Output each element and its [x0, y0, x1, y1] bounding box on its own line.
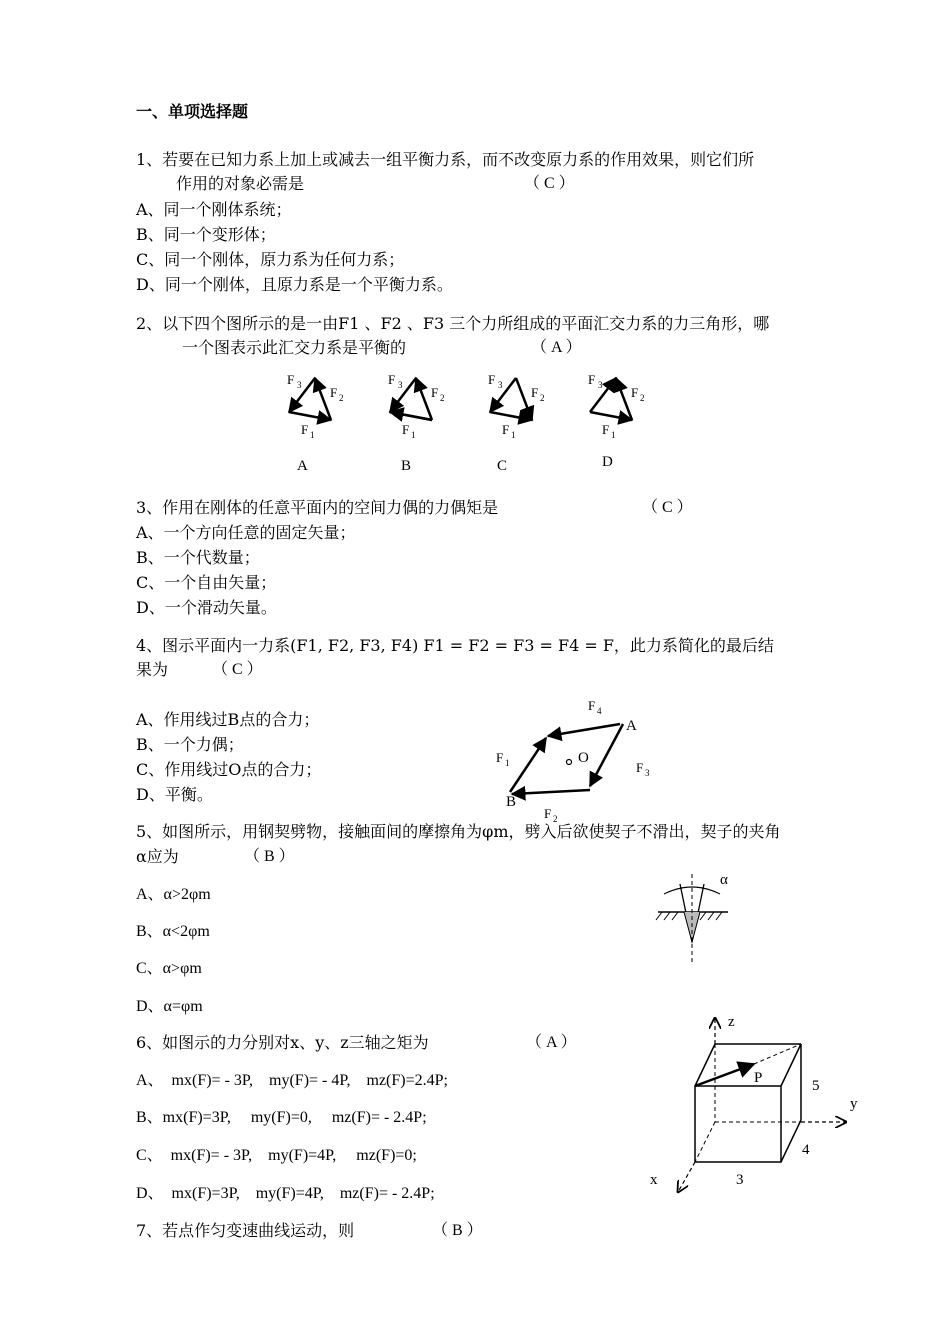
svg-text:P: P	[754, 1070, 763, 1086]
svg-text:F: F	[402, 422, 410, 437]
q6-option-a: A、 mx(F)= - 3P, my(F)= - 4P, mz(F)=2.4P;	[136, 1072, 448, 1089]
q7-stem: 7、若点作匀变速曲线运动，则	[136, 1221, 355, 1240]
q2-stem-line2: 一个图表示此汇交力系是平衡的	[182, 338, 407, 357]
q3-option-d: D、一个滑动矢量。	[136, 598, 277, 617]
q6-stem: 6、如图示的力分别对x、y、z三轴之矩为	[136, 1033, 429, 1052]
svg-text:2: 2	[640, 393, 645, 403]
svg-text:1: 1	[310, 430, 315, 440]
svg-text:2: 2	[553, 814, 558, 824]
q5-option-c: C、α>φm	[136, 960, 202, 977]
svg-text:x: x	[650, 1172, 658, 1188]
svg-text:4: 4	[597, 706, 602, 716]
label-f3: F	[287, 372, 295, 387]
q6-option-d: D、 mx(F)=3P, my(F)=4P, mz(F)= - 2.4P;	[136, 1185, 435, 1202]
q5-stem-line2: α应为	[136, 847, 179, 866]
triangle-a	[287, 372, 344, 440]
q4-answer: （ C ）	[212, 661, 263, 678]
svg-text:1: 1	[611, 430, 616, 440]
svg-text:3: 3	[498, 380, 503, 390]
q1-stem-line2: 作用的对象必需是	[176, 174, 305, 193]
svg-text:F: F	[488, 372, 496, 387]
svg-text:y: y	[850, 1096, 858, 1112]
svg-text:F: F	[531, 385, 539, 400]
x-axis	[678, 1162, 695, 1192]
svg-text:O: O	[578, 750, 589, 766]
q4-force-system-figure	[490, 694, 680, 824]
force-f2-arrow	[512, 790, 590, 794]
force-f1-arrow	[510, 738, 546, 792]
q1-option-a: A、同一个刚体系统；	[136, 200, 292, 219]
q5-answer: （ B ）	[244, 848, 295, 865]
point-o	[567, 760, 572, 765]
q4-option-c: C、作用线过O点的合力；	[136, 760, 322, 779]
svg-text:2: 2	[339, 393, 344, 403]
svg-text:A: A	[626, 718, 637, 734]
svg-text:2: 2	[440, 393, 445, 403]
q4-stem-line1: 4、图示平面内一力系(F1, F2, F3, F4) F1 = F2 = F3 = F4 = F，此力系简化的最后结	[136, 636, 774, 655]
svg-text:F: F	[602, 422, 610, 437]
svg-text:F: F	[631, 385, 639, 400]
force-f3-arrow	[590, 724, 623, 786]
q3-option-a: A、一个方向任意的固定矢量；	[136, 523, 356, 542]
q3-option-b: B、一个代数量；	[136, 548, 260, 567]
svg-text:F: F	[588, 698, 596, 713]
label-f1: F	[301, 422, 309, 437]
q1-option-d: D、同一个刚体，且原力系是一个平衡力系。	[136, 275, 453, 294]
q1-option-b: B、同一个变形体；	[136, 225, 276, 244]
q4-option-b: B、一个力偶；	[136, 735, 244, 754]
q4-stem-line2: 果为	[136, 660, 169, 679]
svg-text:3: 3	[297, 380, 302, 390]
svg-text:F: F	[636, 760, 644, 775]
q5-option-a: A、α>2φm	[136, 886, 211, 903]
svg-text:3: 3	[398, 380, 403, 390]
alpha-label: α	[720, 872, 728, 888]
section-heading: 一、单项选择题	[136, 102, 249, 121]
svg-text:4: 4	[802, 1142, 810, 1158]
q2-stem-line1: 2、以下四个图所示的是一由F1 、F2 、F3 三个力所组成的平面汇交力系的力三角形，哪	[136, 314, 770, 333]
q7-answer: （ B ）	[432, 1222, 483, 1239]
svg-text:1: 1	[505, 758, 510, 768]
q3-option-c: C、一个自由矢量；	[136, 573, 277, 592]
svg-text:F: F	[502, 422, 510, 437]
q2-force-triangles-figure	[275, 366, 695, 476]
q5-option-b: B、α<2φm	[136, 923, 210, 940]
q4-option-a: A、作用线过B点的合力；	[136, 710, 320, 729]
force-f4-arrow	[548, 724, 620, 736]
svg-text:F: F	[388, 372, 396, 387]
svg-text:B: B	[506, 794, 517, 810]
svg-text:z: z	[728, 1014, 735, 1030]
fig-letter-d: D	[602, 454, 613, 470]
q5-option-d: D、α=φm	[136, 998, 203, 1015]
q2-answer: （ A ）	[531, 339, 582, 356]
svg-text:F: F	[544, 806, 552, 821]
q1-answer: （ C ）	[524, 175, 575, 192]
q3-answer: （ C ）	[642, 499, 693, 516]
svg-text:3: 3	[598, 380, 603, 390]
q6-option-c: C、 mx(F)= - 3P, my(F)=4P, mz(F)=0;	[136, 1147, 417, 1164]
q6-answer: （ A ）	[526, 1034, 577, 1051]
svg-text:1: 1	[511, 430, 516, 440]
q6-box-figure	[640, 1010, 870, 1200]
label-f2: F	[330, 385, 338, 400]
q4-option-d: D、平衡。	[136, 785, 213, 804]
fig-letter-b: B	[401, 458, 412, 474]
svg-text:F: F	[588, 372, 596, 387]
fig-letter-c: C	[497, 458, 508, 474]
svg-text:3: 3	[645, 768, 650, 778]
svg-text:5: 5	[812, 1078, 820, 1094]
triangle-d	[588, 372, 645, 440]
q5-wedge-figure	[650, 866, 750, 966]
q1-option-c: C、同一个刚体，原力系为任何力系；	[136, 250, 405, 269]
q1-stem-line1: 1、若要在已知力系上加上或减去一组平衡力系，而不改变原力系的作用效果，则它们所	[136, 150, 755, 169]
svg-text:3: 3	[736, 1172, 744, 1188]
svg-text:1: 1	[411, 430, 416, 440]
triangle-c	[488, 372, 545, 440]
q3-stem: 3、作用在刚体的任意平面内的空间力偶的力偶矩是	[136, 498, 499, 517]
fig-letter-a: A	[297, 458, 308, 474]
svg-text:F: F	[431, 385, 439, 400]
q6-option-b: B、mx(F)=3P, my(F)=0, mz(F)= - 2.4P;	[136, 1109, 427, 1126]
triangle-b	[388, 372, 445, 440]
svg-text:F: F	[496, 750, 504, 765]
q5-stem-line1: 5、如图所示，用钢契劈物，接触面间的摩擦角为φm，劈入后欲使契子不滑出，契子的夹角	[136, 822, 781, 841]
svg-text:2: 2	[540, 393, 545, 403]
